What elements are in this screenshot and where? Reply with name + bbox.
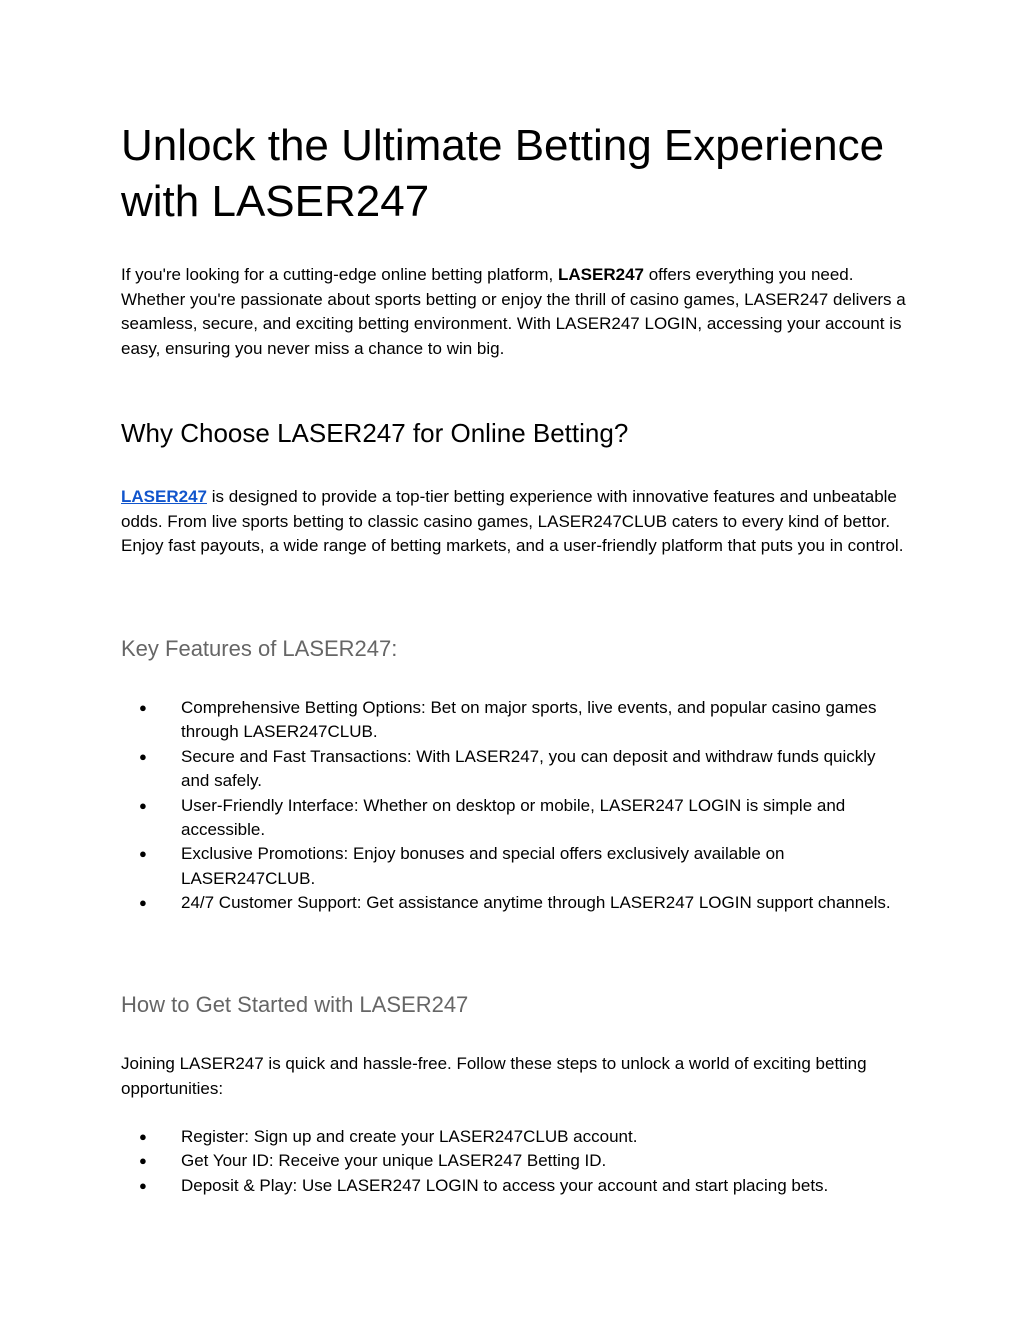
why-choose-paragraph	[121, 485, 906, 559]
bullet-icon: ●	[139, 748, 147, 764]
intro-paragraph	[121, 263, 906, 361]
list-item	[121, 794, 906, 843]
list-item-text: 24/7 Customer Support: Get assistance anytime through LASER247 LOGIN support channels.	[181, 893, 891, 913]
list-item	[121, 1174, 906, 1198]
laser247-link[interactable]: LASER247	[121, 487, 207, 506]
list-item	[121, 891, 906, 915]
list-item	[121, 842, 906, 891]
bullet-icon: ●	[139, 1177, 147, 1193]
list-item	[121, 696, 906, 745]
why-choose-heading: Why Choose LASER247 for Online Betting?	[121, 418, 629, 448]
bullet-icon: ●	[139, 1129, 147, 1144]
list-item-text: Get Your ID: Receive your unique LASER247 Betting ID.	[181, 1151, 607, 1171]
list-item-text: Deposit & Play: Use LASER247 LOGIN to access your account and start placing bets.	[181, 1175, 829, 1195]
bullet-icon: ●	[139, 700, 147, 715]
intro-text-end: offers everything you need. Whether you're passionate about sports betting or enjoy the thrill of casino games, LASER247 delivers a seamless, secure, and exciting betting environment. With LASER247 LOGIN, accessing your account is easy, ensuring you never miss a chance to win big.	[121, 265, 906, 358]
list-item	[121, 745, 906, 794]
why-choose-text: is designed to provide a top-tier betting experience with innovative features and unbeatable odds. From live sports betting to classic casino games, LASER247CLUB caters to every kind of bettor. Enjoy fast payouts, a wide range of betting markets, and a user-friendly platform that puts you in control.	[121, 487, 904, 556]
get-started-heading: How to Get Started with LASER247	[121, 992, 469, 1017]
list-item-text: Register: Sign up and create your LASER247CLUB account.	[181, 1127, 638, 1146]
list-item	[121, 1149, 906, 1173]
page-title: Unlock the Ultimate Betting Experience with LASER247	[121, 121, 885, 226]
get-started-paragraph: Joining LASER247 is quick and hassle-free. Follow these steps to unlock a world of exciting betting opportunities:	[121, 1054, 867, 1098]
list-item-text: Secure and Fast Transactions: With LASER247, you can deposit and withdraw funds quickly and safely.	[181, 746, 876, 791]
bullet-icon: ●	[139, 1153, 147, 1169]
intro-text-start: If you're looking for a cutting-edge online betting platform,	[121, 265, 559, 284]
get-started-steps-list	[121, 1125, 906, 1198]
key-features-list	[121, 696, 906, 916]
bullet-icon: ●	[139, 846, 147, 862]
list-item-text: Exclusive Promotions: Enjoy bonuses and special offers exclusively available on LASER247CLUB.	[181, 844, 785, 888]
bullet-icon: ●	[139, 895, 147, 911]
key-features-heading: Key Features of LASER247:	[121, 636, 398, 661]
bullet-icon: ●	[139, 797, 147, 813]
list-item	[121, 1125, 906, 1149]
list-item-text: Comprehensive Betting Options: Bet on major sports, live events, and popular casino games through LASER247CLUB.	[181, 698, 877, 742]
intro-brand-bold: LASER247	[558, 265, 644, 284]
list-item-text: User-Friendly Interface: Whether on desktop or mobile, LASER247 LOGIN is simple and accessible.	[181, 795, 846, 840]
